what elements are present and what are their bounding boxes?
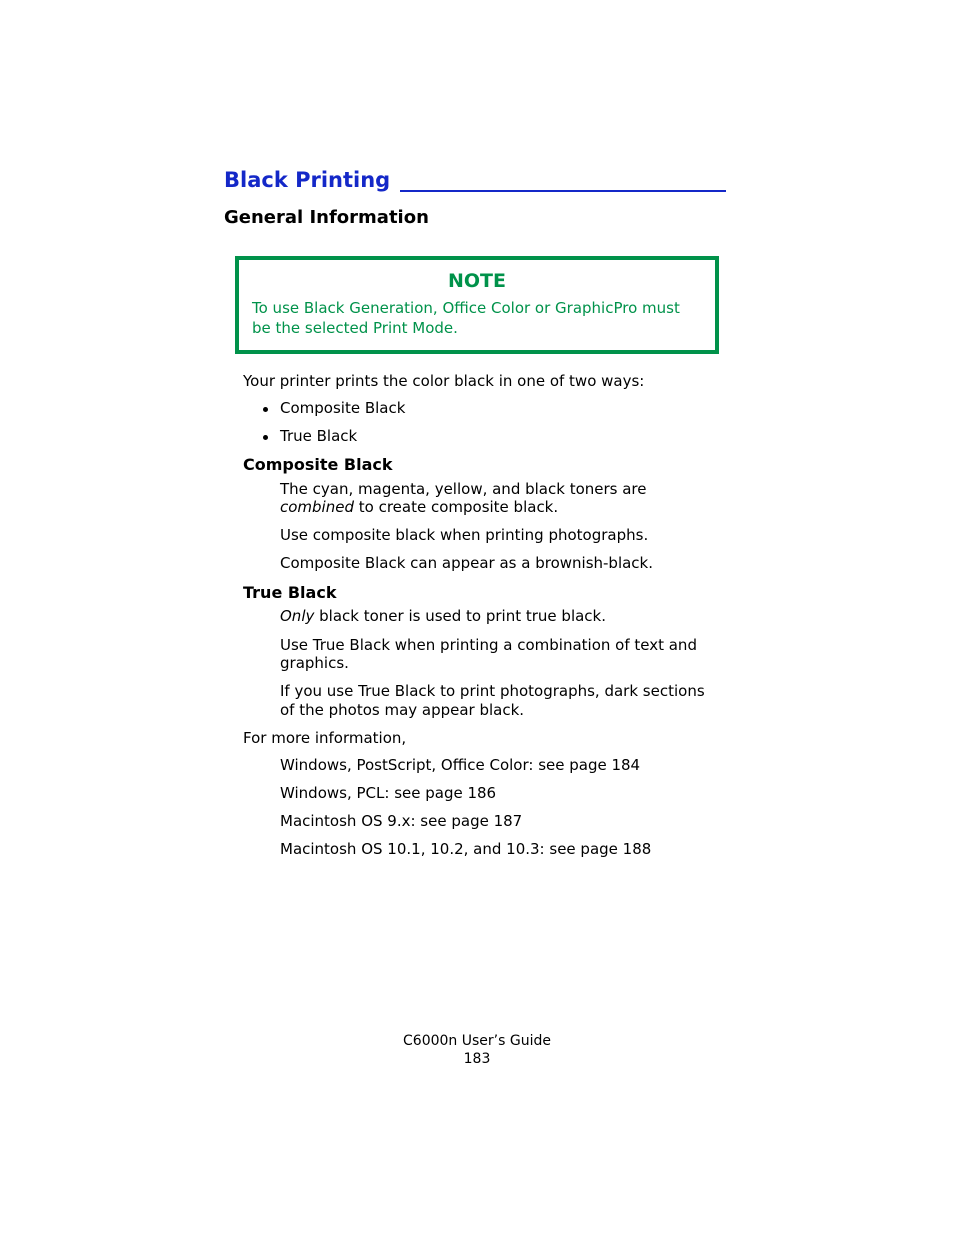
more-info-intro: For more information, (243, 729, 407, 747)
title-rule (400, 190, 726, 192)
composite-paragraph-line-2 (280, 498, 558, 517)
more-info-item: Windows, PCL: see page 186 (280, 784, 497, 802)
true-black-paragraph-1-rest: black toner is used to print true black. (314, 607, 607, 625)
true-black-paragraph-2-line-2: graphics. (280, 654, 349, 672)
note-text: To use Black Generation, Office Color or GraphicPro must be the selected Print Mode. (252, 299, 680, 337)
subsection-heading-true-black: True Black (243, 583, 337, 602)
subsection-heading-composite-black: Composite Black (243, 455, 393, 474)
more-info-item: Macintosh OS 10.1, 10.2, and 10.3: see page 188 (280, 840, 652, 858)
composite-paragraph-2: Use composite black when printing photographs. (280, 526, 649, 544)
composite-paragraph-rest: to create composite black. (353, 498, 559, 516)
note-box (235, 256, 719, 354)
footer-page-number: 183 (463, 1051, 491, 1067)
true-black-paragraph-3-line-2: of the photos may appear black. (280, 701, 525, 719)
true-black-paragraph-3-line-1: If you use True Black to print photographs, dark sections (280, 682, 705, 700)
composite-paragraph-line-1: The cyan, magenta, yellow, and black toners are (280, 480, 647, 498)
intro-text: Your printer prints the color black in one of two ways: (243, 372, 645, 390)
bullet-item-composite-black: Composite Black (280, 399, 406, 417)
page-title: Black Printing (224, 168, 391, 192)
note-title: NOTE (448, 270, 506, 292)
emphasis-combined: combined (280, 498, 354, 516)
true-black-paragraph-1 (280, 607, 606, 626)
footer-guide-title: C6000n User’s Guide (403, 1033, 551, 1049)
bullet-dot (263, 435, 268, 440)
composite-paragraph-3: Composite Black can appear as a brownish-black. (280, 554, 654, 572)
more-info-item: Windows, PostScript, Office Color: see page 184 (280, 756, 641, 774)
bullet-dot (263, 407, 268, 412)
true-black-paragraph-2-line-1: Use True Black when printing a combination of text and (280, 636, 697, 654)
emphasis-only: Only (280, 607, 315, 625)
section-heading-general-information: General Information (224, 207, 429, 228)
bullet-item-true-black: True Black (280, 427, 358, 445)
more-info-item: Macintosh OS 9.x: see page 187 (280, 812, 523, 830)
